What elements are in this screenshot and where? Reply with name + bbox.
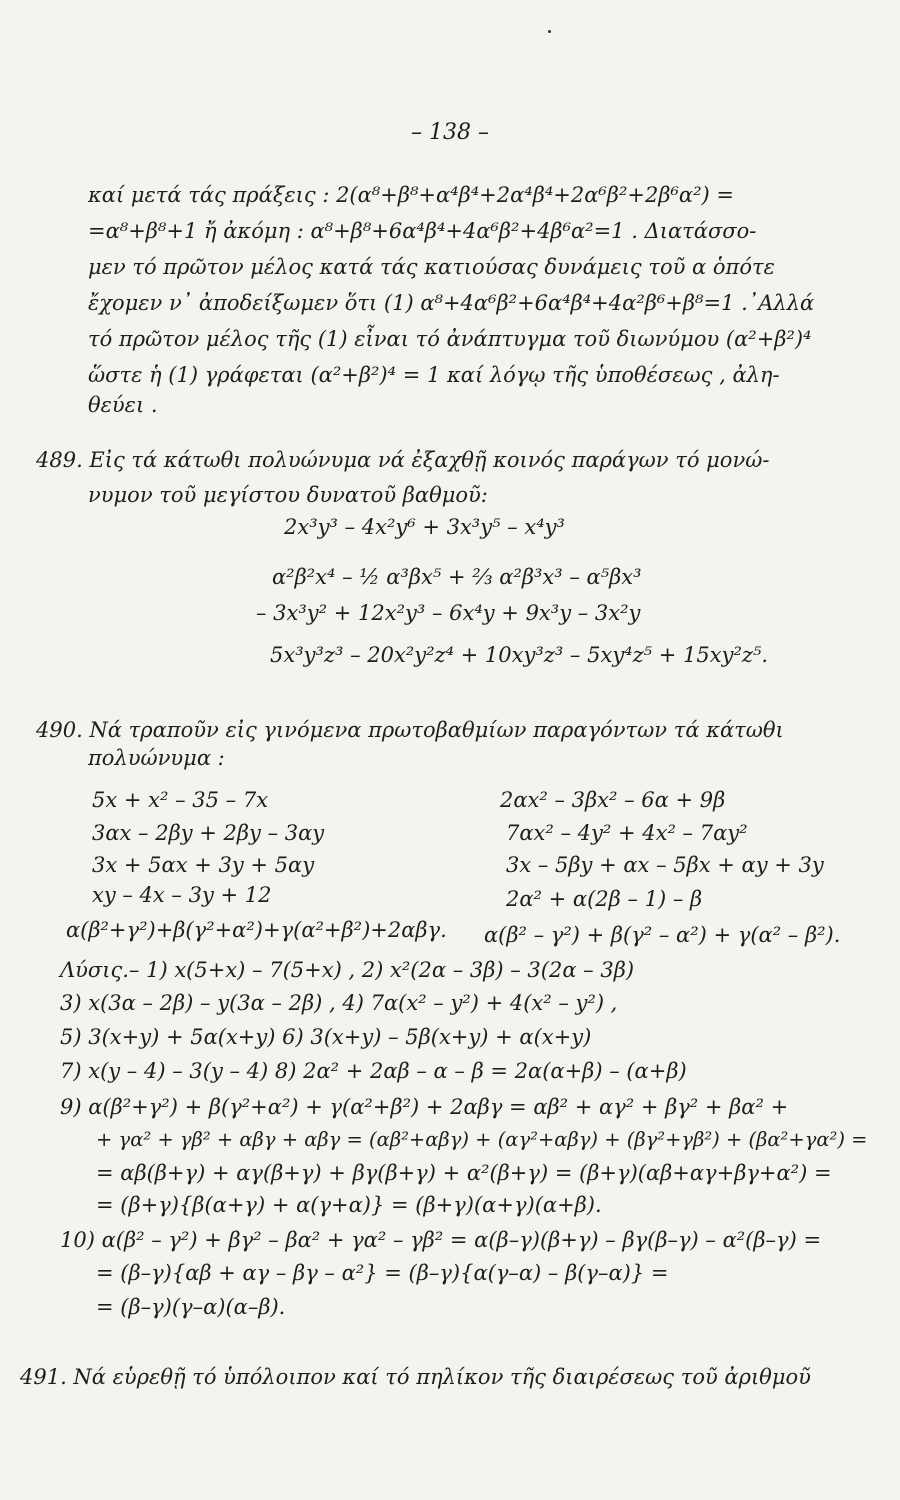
- intro-line: καί μετά τάς πράξεις : 2(α⁸+β⁸+α⁴β⁴+2α⁴β⁴+2α⁶β²+2β⁶α²) =: [88, 183, 734, 207]
- solution-line: 7) x(y – 4) – 3(y – 4) 8) 2α² + 2αβ – α – β = 2α(α+β) – (α+β): [60, 1059, 687, 1083]
- exercise-489-statement: νυμον τοῦ μεγίστου δυνατοῦ βαθμοῦ:: [88, 483, 488, 507]
- polynomial-left: 5x + x² – 35 – 7x: [92, 788, 269, 812]
- polynomial-left: xy – 4x – 3y + 12: [92, 883, 272, 907]
- solution-line: 9) α(β²+γ²) + β(γ²+α²) + γ(α²+β²) + 2αβγ = αβ² + αγ² + βγ² + βα² +: [60, 1095, 789, 1119]
- polynomial-left: 3x + 5αx + 3y + 5αy: [92, 853, 315, 877]
- ink-speck: [548, 30, 551, 33]
- solution-line: = αβ(β+γ) + αγ(β+γ) + βγ(β+γ) + α²(β+γ) = (β+γ)(αβ+αγ+βγ+α²) =: [96, 1161, 832, 1185]
- solution-line: = (β–γ){αβ + αγ – βγ – α²} = (β–γ){α(γ–α) – β(γ–α)} =: [96, 1261, 669, 1285]
- polynomial: 5x³y³z³ – 20x²y²z⁴ + 10xy³z³ – 5xy⁴z⁵ + 15xy²z⁵.: [270, 643, 769, 667]
- intro-line: θεύει .: [88, 393, 158, 417]
- polynomial: 2x³y³ – 4x²y⁶ + 3x³y⁵ – x⁴y³: [284, 515, 565, 539]
- exercise-489-statement: 489. Εἰς τά κάτωθι πολυώνυμα νά ἐξαχθῇ κοινός παράγων τό μονώ-: [36, 448, 770, 472]
- polynomial-left: α(β²+γ²)+β(γ²+α²)+γ(α²+β²)+2αβγ.: [66, 918, 447, 942]
- intro-line: =α⁸+β⁸+1 ἤ ἀκόμη : α⁸+β⁸+6α⁴β⁴+4α⁶β²+4β⁶α²=1 . Διατάσσο-: [88, 219, 757, 243]
- polynomial-left: 3αx – 2βy + 2βy – 3αy: [92, 821, 325, 845]
- solution-line: 5) 3(x+y) + 5α(x+y) 6) 3(x+y) – 5β(x+y) + α(x+y): [60, 1025, 592, 1049]
- page-number: – 138 –: [411, 120, 489, 145]
- intro-line: ἔχομεν ν᾽ ἀποδείξωμεν ὅτι (1) α⁸+4α⁶β²+6α⁴β⁴+4α²β⁶+β⁸=1 .᾽Αλλά: [88, 291, 815, 315]
- exercise-490-statement: 490. Νά τραποῦν εἰς γινόμενα πρωτοβαθμίων παραγόντων τά κάτωθι: [36, 718, 784, 742]
- solution-line: = (β–γ)(γ–α)(α–β).: [96, 1295, 286, 1319]
- solution-line: = (β+γ){β(α+γ) + α(γ+α)} = (β+γ)(α+γ)(α+β).: [96, 1193, 602, 1217]
- polynomial-right: 2α² + α(2β – 1) – β: [506, 887, 703, 911]
- solution-line: Λύσις.– 1) x(5+x) – 7(5+x) , 2) x²(2α – 3β) – 3(2α – 3β): [60, 958, 635, 982]
- polynomial-right: 3x – 5βy + αx – 5βx + αy + 3y: [506, 853, 824, 877]
- solution-line: 3) x(3α – 2β) – y(3α – 2β) , 4) 7α(x² – y²) + 4(x² – y²) ,: [60, 991, 618, 1015]
- intro-line: μεν τό πρῶτον μέλος κατά τάς κατιούσας δυνάμεις τοῦ α ὁπότε: [88, 255, 775, 279]
- polynomial-right: 7αx² – 4y² + 4x² – 7αy²: [506, 821, 748, 845]
- exercise-490-statement: πολυώνυμα :: [88, 746, 225, 770]
- intro-line: ὥστε ἡ (1) γράφεται (α²+β²)⁴ = 1 καί λόγῳ τῆς ὑποθέσεως , ἀλη-: [88, 363, 780, 387]
- exercise-491-statement: 491. Νά εὑρεθῇ τό ὑπόλοιπον καί τό πηλίκον τῆς διαιρέσεως τοῦ ἀριθμοῦ: [20, 1365, 811, 1389]
- polynomial: – 3x³y² + 12x²y³ – 6x⁴y + 9x³y – 3x²y: [256, 601, 641, 625]
- polynomial-right: α(β² – γ²) + β(γ² – α²) + γ(α² – β²).: [484, 923, 841, 947]
- polynomial: α²β²x⁴ – ½ α³βx⁵ + ⅔ α²β³x³ – α⁵βx³: [272, 565, 642, 589]
- intro-line: τό πρῶτον μέλος τῆς (1) εἶναι τό ἀνάπτυγμα τοῦ διωνύμου (α²+β²)⁴: [88, 327, 812, 351]
- solution-line: + γα² + γβ² + αβγ + αβγ = (αβ²+αβγ) + (αγ²+αβγ) + (βγ²+γβ²) + (βα²+γα²) =: [96, 1128, 868, 1151]
- polynomial-right: 2αx² – 3βx² – 6α + 9β: [500, 788, 726, 812]
- solution-line: 10) α(β² – γ²) + βγ² – βα² + γα² – γβ² = α(β–γ)(β+γ) – βγ(β–γ) – α²(β–γ) =: [60, 1228, 822, 1252]
